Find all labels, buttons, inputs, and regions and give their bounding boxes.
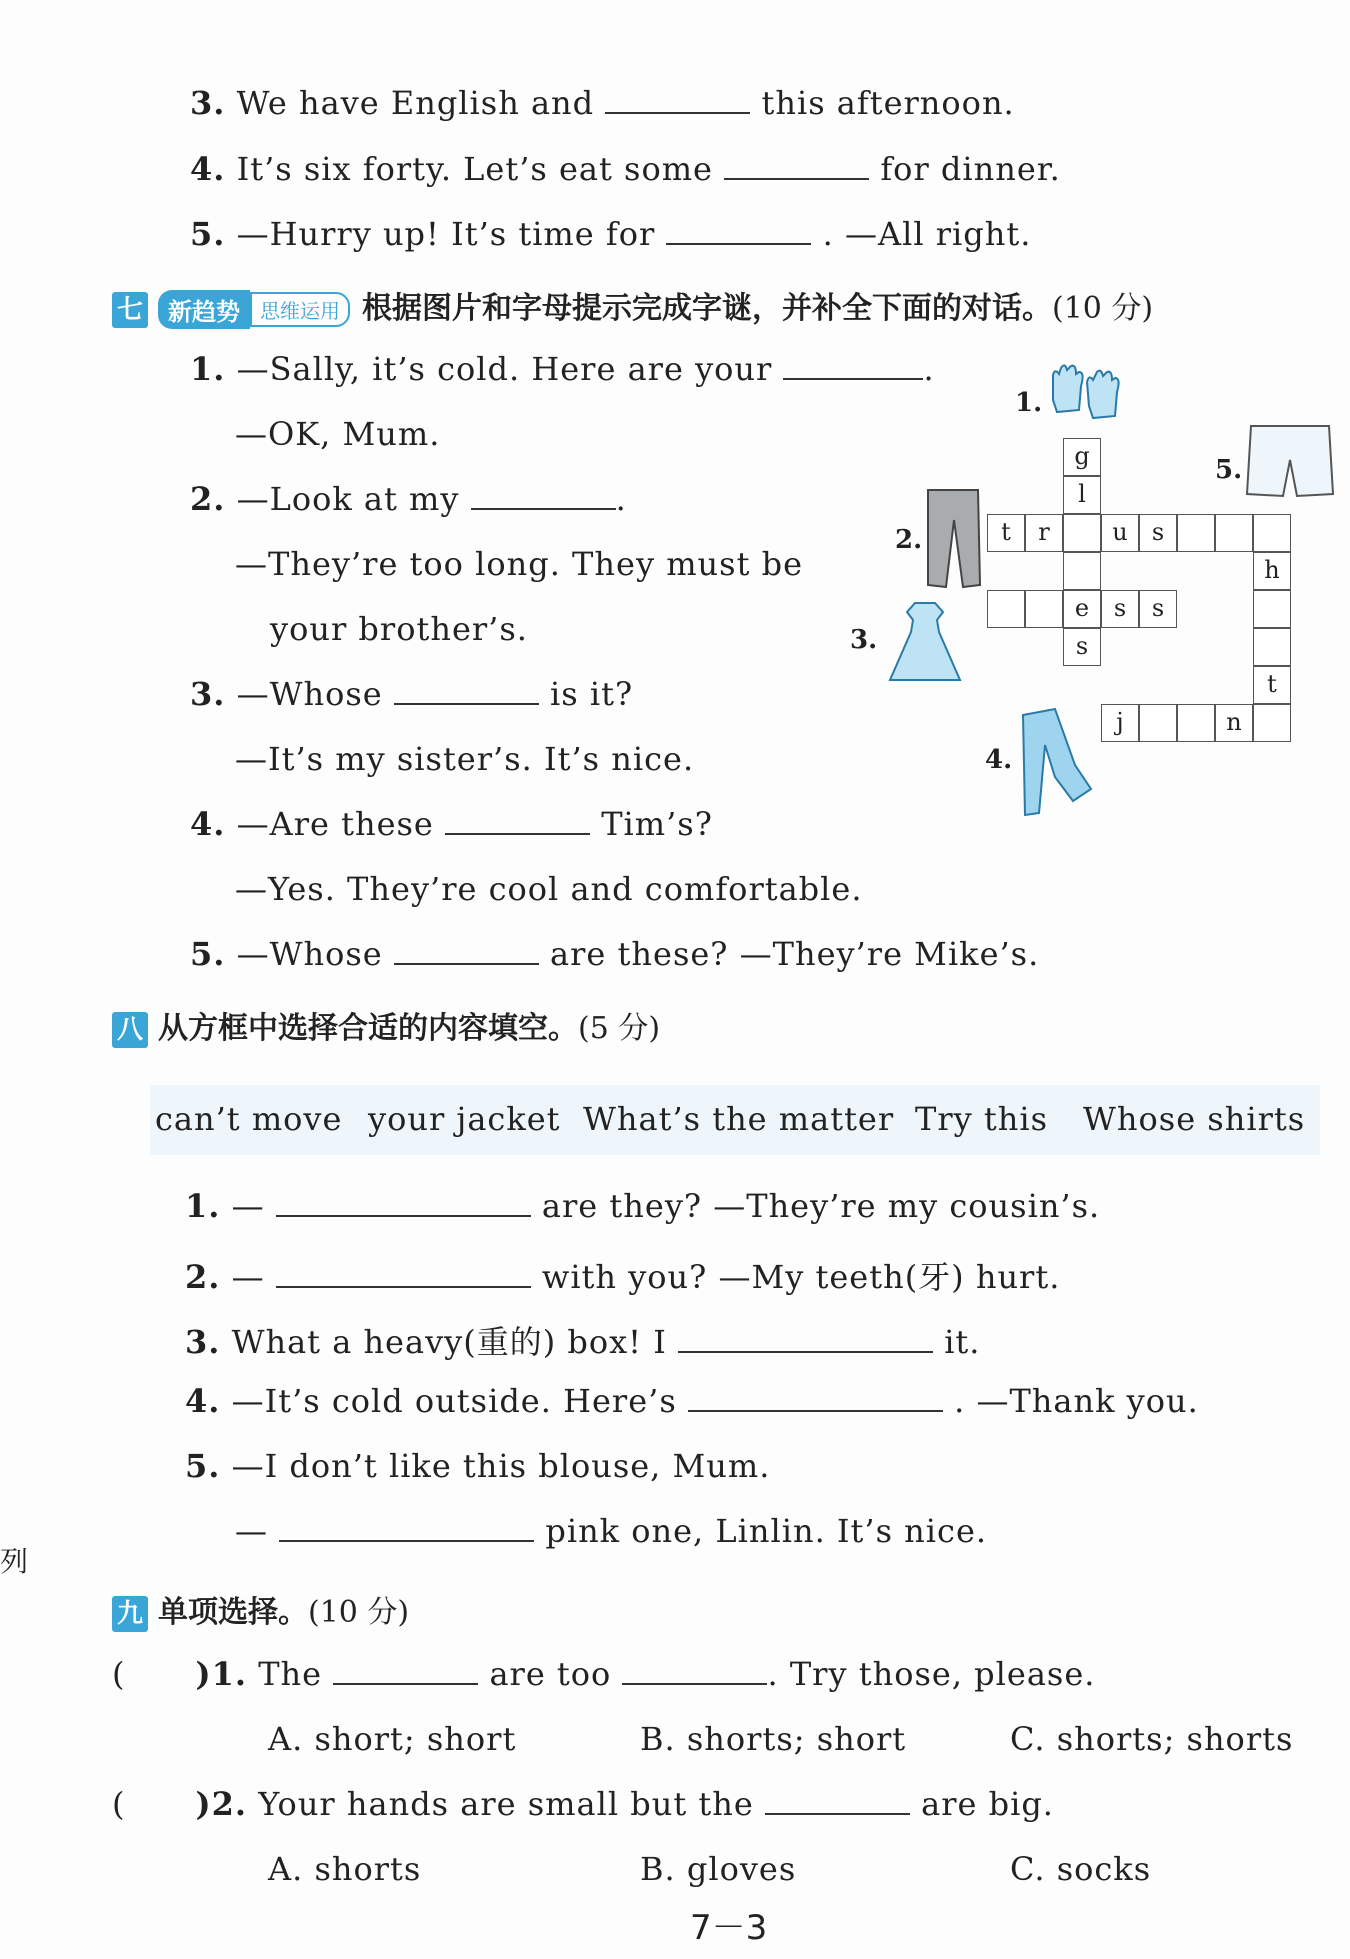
s7-item-2-reply: —They’re too long. They must be xyxy=(235,545,804,583)
option-b[interactable]: B. shorts; short xyxy=(640,1720,907,1758)
crossword-cell[interactable] xyxy=(1253,704,1291,742)
crossword-cell[interactable] xyxy=(987,590,1025,628)
worksheet-page: 3. We have English and this afternoon. 4. It’s six forty. Let’s eat some for dinner. 5. —Hurry up! It’s time for . —All right. 七 新趋势 思维运用 根据图片和字母提示完成字谜，并补全下面的对话。(10 分) 1. —Sally, it’s cold. Here are your . —OK, Mum. 2. —Look at my . —They’re too long. They must be your brother’s. 3. —Whose is it? —It’s my sister’s. It’s nice. 4. —Are these Tim’s? —Yes. They’re cool and comfortable. 5. —Whose are these? —They’re Mike’s. 1. 2. 3. 4. 5. g l t r u s h t s s e s j n 八 从方框中选择合适的内容填空。(5 分) can’t move your jacket What’s the matter Try this Whose shirts 1. — are they? —They’re my cousin’s. 2. — with you? —My teeth(牙) hurt. 3. What a heavy(重的) box! I it. 4. —It’s cold outside. Here’s . —Thank you. 5. —I don’t like this blouse, Mum. — pink one, Linlin. It’s nice. 九 单项选择。(10 分) ( )1. The are too . Try those, please. A. short; short B. shorts; short C. shorts; shorts ( )2. Your hands are small but the are big. A. shorts B. gloves C. socks 列 7－3 xyxy=(0,0,1350,1959)
answer-blank[interactable] xyxy=(394,675,539,705)
answer-blank[interactable] xyxy=(783,350,923,380)
trend-badge: 新趋势 xyxy=(158,290,250,329)
answer-blank[interactable] xyxy=(333,1655,478,1685)
answer-blank[interactable] xyxy=(394,935,539,965)
s7-item-3-reply: —It’s my sister’s. It’s nice. xyxy=(235,740,695,778)
s7-item-2-reply-cont: your brother’s. xyxy=(270,610,528,648)
option-c[interactable]: C. shorts; shorts xyxy=(1010,1720,1294,1758)
crossword-cell[interactable] xyxy=(1253,514,1291,552)
word-option: Whose shirts xyxy=(1083,1100,1306,1138)
crossword-cell[interactable]: s xyxy=(1101,590,1139,628)
answer-blank[interactable] xyxy=(276,1187,531,1217)
crossword-cell[interactable]: s xyxy=(1139,590,1177,628)
crossword-cell[interactable] xyxy=(1215,514,1253,552)
answer-blank[interactable] xyxy=(279,1512,534,1542)
crossword-cell[interactable] xyxy=(1177,704,1215,742)
section-9-header: 九 单项选择。(10 分) xyxy=(112,1587,409,1632)
crossword-cell[interactable]: g xyxy=(1063,438,1101,476)
trousers-icon xyxy=(918,485,988,595)
jeans-icon xyxy=(1015,705,1095,825)
crossword-cell[interactable] xyxy=(1063,552,1101,590)
crossword-cell[interactable]: r xyxy=(1025,514,1063,552)
answer-blank[interactable] xyxy=(688,1382,943,1412)
crossword-cell[interactable]: u xyxy=(1101,514,1139,552)
crossword-cell[interactable]: s xyxy=(1063,628,1101,666)
word-option: your jacket xyxy=(368,1100,561,1138)
crossword-cell[interactable] xyxy=(1139,704,1177,742)
answer-blank[interactable] xyxy=(276,1258,531,1288)
option-a[interactable]: A. shorts xyxy=(268,1850,422,1888)
crossword-cell[interactable] xyxy=(1177,514,1215,552)
answer-blank[interactable] xyxy=(605,84,750,114)
answer-blank[interactable] xyxy=(724,150,869,180)
answer-blank[interactable] xyxy=(445,805,590,835)
option-a[interactable]: A. short; short xyxy=(268,1720,517,1758)
s8-item-5-reply: — pink one, Linlin. It’s nice. xyxy=(235,1512,988,1550)
crossword-cell[interactable]: s xyxy=(1139,514,1177,552)
answer-blank[interactable] xyxy=(666,215,811,245)
exercise-line-3: 3. We have English and this afternoon. xyxy=(190,84,1015,122)
s8-item-2: 2. — with you? —My teeth(牙) hurt. xyxy=(185,1258,1061,1296)
option-b[interactable]: B. gloves xyxy=(640,1850,797,1888)
crossword-cell[interactable]: j xyxy=(1101,704,1139,742)
crossword-cell[interactable] xyxy=(1253,628,1291,666)
s7-item-3: 3. —Whose is it? xyxy=(190,675,634,713)
crossword-cell[interactable] xyxy=(1025,590,1063,628)
crossword-cell[interactable]: n xyxy=(1215,704,1253,742)
s8-item-4: 4. —It’s cold outside. Here’s . —Thank you. xyxy=(185,1382,1199,1420)
thinking-badge: 思维运用 xyxy=(250,292,350,327)
s7-item-4-reply: —Yes. They’re cool and comfortable. xyxy=(235,870,863,908)
word-option: What’s the matter xyxy=(583,1100,895,1138)
answer-blank[interactable] xyxy=(678,1323,933,1353)
dress-icon xyxy=(885,598,965,688)
word-option: Try this xyxy=(915,1100,1049,1138)
s7-item-1-reply: —OK, Mum. xyxy=(235,415,441,453)
answer-blank[interactable] xyxy=(765,1785,910,1815)
s8-item-1: 1. — are they? —They’re my cousin’s. xyxy=(185,1187,1101,1225)
s7-item-5: 5. —Whose are these? —They’re Mike’s. xyxy=(190,935,1040,973)
crossword-cell[interactable]: t xyxy=(987,514,1025,552)
exercise-line-4: 4. It’s six forty. Let’s eat some for dinner. xyxy=(190,150,1061,188)
s8-item-5: 5. —I don’t like this blouse, Mum. xyxy=(185,1447,771,1485)
crossword-cell[interactable]: e xyxy=(1063,590,1101,628)
s7-item-1: 1. —Sally, it’s cold. Here are your . xyxy=(190,350,935,388)
exercise-line-5: 5. —Hurry up! It’s time for . —All right. xyxy=(190,215,1032,253)
s8-item-3: 3. What a heavy(重的) box! I it. xyxy=(185,1323,981,1361)
crossword-cell[interactable] xyxy=(1253,590,1291,628)
s7-item-4: 4. —Are these Tim’s? xyxy=(190,805,713,843)
answer-blank[interactable] xyxy=(622,1655,767,1685)
word-option: can’t move xyxy=(155,1100,343,1138)
crossword-cell[interactable] xyxy=(1063,514,1101,552)
page-number: 7－3 xyxy=(690,1908,768,1948)
section-8-header: 八 从方框中选择合适的内容填空。(5 分) xyxy=(112,1003,660,1048)
crossword-cell[interactable]: t xyxy=(1253,666,1291,704)
s9-question-2: ( )2. Your hands are small but the are big. xyxy=(112,1785,1054,1823)
option-c[interactable]: C. socks xyxy=(1010,1850,1152,1888)
edge-character: 列 xyxy=(0,1545,29,1578)
crossword-cell[interactable]: l xyxy=(1063,476,1101,514)
shorts-icon xyxy=(1245,420,1335,505)
section-7-header: 七 新趋势 思维运用 根据图片和字母提示完成字谜，并补全下面的对话。(10 分) xyxy=(112,283,1153,329)
gloves-icon xyxy=(1045,360,1135,430)
s7-item-2: 2. —Look at my . xyxy=(190,480,627,518)
s9-question-1: ( )1. The are too . Try those, please. xyxy=(112,1655,1096,1693)
answer-blank[interactable] xyxy=(471,480,616,510)
crossword-cell[interactable]: h xyxy=(1253,552,1291,590)
